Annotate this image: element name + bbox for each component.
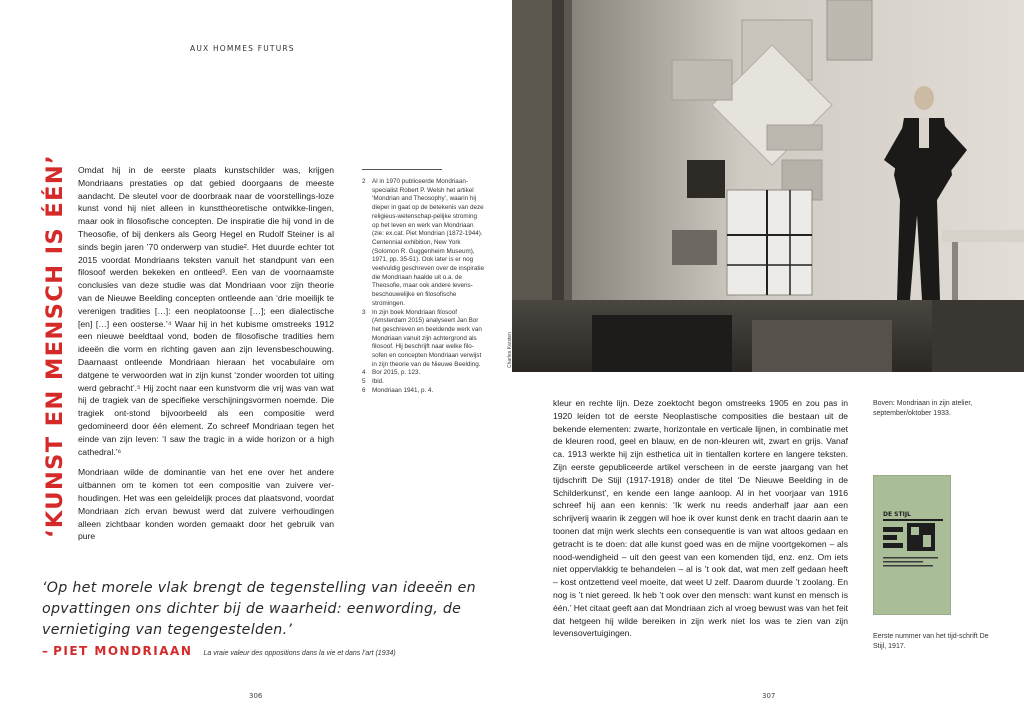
footnote-4 (362, 369, 484, 378)
footnote-number: 6 (362, 386, 366, 394)
vertical-title-text: ‘KUNST EN MENSCH IS ÉÉN’ (42, 153, 68, 539)
attribution-dash: – (42, 644, 48, 658)
body-text-left (78, 164, 334, 543)
footnote-5 (362, 378, 484, 387)
quote-attribution (42, 640, 396, 659)
footnote-text: Al in 1970 publiceerde Mondriaan-specialist Robert P. Welsh het artikel ‘Mondrian and Theosophy’, waarin hij dieper in gaat op de betekenis van deze religieus-wetenschap-pelijke stroming op het leven en werk van Mondriaan (zie: ex.cat. Piet Mondrian (1872-1944). Centennial exhibition, New York (Solomon R. Guggenheim Museum), 1971, pp. 35-51). Ook later is er nog veelvuldig geschreven over de inspiratie die Mondriaan haalde uit o.a. de Theosofie, maar ook andere levens-beschouwelijke en filosofische stromingen. (372, 178, 485, 307)
studio-photograph (512, 0, 1024, 372)
footnotes (362, 178, 484, 396)
caption-magazine: Eerste nummer van het tijd-schrift De Stijl, 1917. (873, 633, 989, 650)
footnote-3 (362, 309, 484, 370)
photo-credit-text: Charles Karsten (506, 332, 513, 368)
body-paragraph-2: Mondriaan wilde de dominantie van het ene over het andere uitbannen om te komen tot een compositie van zuivere ver-houdingen. Het was een geleidelijk proces dat plaatsvond, voordat Mondriaan zich ervan bewust werd dat zuivere verhoudingen alleen zichtbaar konden worden gemaakt door het gebruik van pure (78, 467, 334, 542)
running-header: AUX HOMMES FUTURS (190, 44, 295, 53)
body-text-right (553, 397, 848, 640)
de-stijl-magazine-cover (873, 475, 951, 615)
body-paragraph-right: kleur en rechte lijn. Deze zoektocht begon omstreeks 1905 en zou pas in 1920 leiden tot de eerste Neoplastische composities die bestaan uit de bekende elementen: zwarte, horizontale en verticale lijnen, in combinatie met de kleuren rood, geel en blauw, en de non-kleuren wit, zwart en grijs. Vanaf ca. 1913 werkte hij zijn esthetica uit in tientallen kortere en langere teksten. Zijn eerste gepubliceerde artikel verscheen in de eerste jaargang van het tijdschrift De Stijl (1917-1918) onder de titel ‘De Nieuwe Beelding in de Schilderkunst’, en kende een lange aanloop. Al in het voorjaar van 1916 schreef hij aan een kennis: ‘Ik werk nu reeds anderhalf jaar aan een schrijverij waarin ik zeggen wil hoe ik over kunst denk en tracht daarin aan te toonen dat mijn werk slechts een consequentie is van wat altoos gedaan en getracht is te doen: dat alle kunst goed was en de mijne voortgekomen – als nood-wendigheid – uit den geest van een komenden tijd, enz. enz. Om iets niet oppervlakkig te behandelen – al is ’t ook dat, wat men zelf gedaan heeft – kost ontzettend veel moeite, dat weet U zelf. Daarom duurde ’t zoolang. En nog is ’t niet gereed. Ik heb ’t ook over den mensch: want kunst en mensch is één.’ Het citaat geeft aan dat Mondriaan zich al vroeg bewust was van het feit dat hetgeen hij wilde bereiken in zijn werk niet los was te zien van zijn levensovertuigingen. (553, 398, 848, 639)
caption-photo: Boven: Mondriaan in zijn atelier, september/oktober 1933. (873, 400, 973, 417)
page-number-left: 306 (249, 692, 263, 700)
quote-source: La vraie valeur des oppositions dans la vie et dans l’art (1934) (203, 650, 396, 657)
footnote-text: Bor 2015, p. 123. (372, 369, 421, 377)
footnote-text: Mondriaan 1941, p. 4. (372, 386, 434, 394)
footnote-number: 2 (362, 178, 366, 185)
vertical-chapter-title (36, 153, 74, 539)
footnote-number: 3 (362, 308, 366, 316)
magazine-title: DE STIJL (883, 511, 911, 518)
footnote-text: In zijn boek Mondriaan filosoof (Amsterdam 2015) analyseert Jan Bor het geschreven en beeldende werk van Mondriaan vanuit zijn achtergrond als filosoof. Hij beschrijft naar welke filo-sofen en concepten Mondriaan verwijst in zijn theorie van de Nieuwe Beelding. (372, 308, 482, 368)
footnote-number: 4 (362, 369, 366, 377)
magazine-cover-illustration (873, 475, 951, 615)
footnote-rule (362, 169, 442, 170)
footnote-text: Ibid. (372, 378, 384, 386)
body-paragraph-1: Omdat hij in de eerste plaats kunstschilder was, krijgen Mondriaans prestaties op dat gebied doorgaans de meeste aandacht. De sleutel voor de doorbraak naar de voorstellings-loze kunst vond hij niet alleen in kunsttheoretische ontwikke-lingen, maar ook in filosofische concepten. De inspiratie die hij vond in de Theosofie, of bij denkers als Georg Hegel en Rudolf Steiner is al sinds begin jaren ’70 onderwerp van studie². Het duurde echter tot 2015 voordat Mondriaans teksten vanuit het standpunt van een filosoof werden bekeken en ontleed³. Een van de voornaamste conclusies van deze studie was dat Mondriaan voor zijn theorie van de Nieuwe Beelding concepten ontleende aan ‘drie moeilijk te verenigen tradities […]: een neoplatoonse […]; een dialectische [en] […] een oosterse.’⁴ Waar hij in het kubisme omstreeks 1912 een nieuwe beeldtaal vond, boden de filosofische tradities hem ideeën die vorm en richting gaven aan zijn levensbeschouwing. Daarnaast ontleende Mondriaan hieraan het vocabulaire om datgene te verwoorden wat in zijn kunst ‘zonder woorden tot uiting werd gebracht’.⁵ Hij zocht naar een kunstvorm die vrij was van wat hij de tragiek van de specifieke verschijningsvormen noemde. Die tragiek ont-stond bijvoorbeeld als een compositie werd gedomineerd door één element. Zo schreef Mondriaan tegen het einde van zijn leven: ‘I saw the tragic in a wide horizon or a high cathedral.’⁶ (78, 165, 334, 457)
footnote-number: 5 (362, 378, 366, 386)
footnote-2 (362, 178, 484, 309)
studio-photo-illustration (512, 0, 1024, 372)
pull-quote: ‘Op het morele vlak brengt de tegenstelling van ideeën en opvattingen ons dichter bij de waarheid: eenwording, de vernietiging van tegengestelden.’ (42, 580, 476, 638)
quote-author: PIET MONDRIAAN (53, 644, 193, 658)
page-number-right: 307 (762, 692, 776, 700)
photo-credit (490, 330, 530, 370)
footnote-6 (362, 387, 484, 396)
